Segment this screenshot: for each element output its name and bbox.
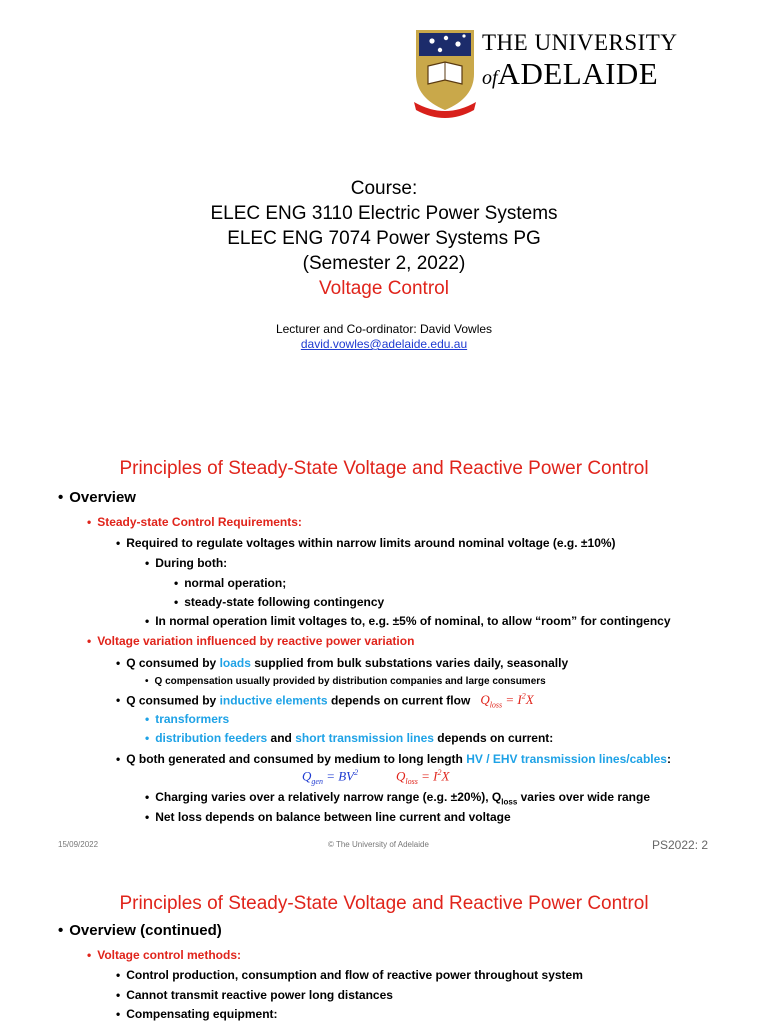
course-line-1: ELEC ENG 3110 Electric Power Systems	[210, 203, 558, 224]
logo-adelaide: ADELAIDE	[497, 56, 659, 91]
requirements-heading: • Steady-state Control Requirements:	[87, 515, 302, 529]
charging-item: • Charging varies over a relatively narrow range (e.g. ±20%), $Q_{loss}$ varies over wide range	[145, 790, 651, 807]
variation-heading: • Voltage variation influenced by reactive power variation	[87, 634, 415, 648]
qgen-equation: $Q_{gen} = BV^2$	[302, 768, 359, 786]
during-item: • During both:	[145, 556, 228, 570]
req-item-1: • Required to regulate voltages within narrow limits around nominal voltage (e.g. ±10%)	[116, 536, 616, 550]
method-item-2: • Cannot transmit reactive power long distances	[116, 988, 393, 1002]
limit-item: • In normal operation limit voltages to, e.g. ±5% of nominal, to allow “room” for contingency	[145, 614, 671, 628]
footer-date: 15/09/2022	[58, 840, 99, 849]
steady-item: • steady-state following contingency	[174, 595, 385, 609]
title-slide	[0, 0, 768, 432]
q-transmission-item: • Q both generated and consumed by medium to long length HV / EHV transmission lines/cables:	[116, 752, 671, 766]
crest-icon	[412, 26, 478, 118]
footer-copyright: © The University of Adelaide	[328, 840, 429, 849]
logo-university-text: THE UNIVERSITY	[482, 30, 678, 55]
course-title-block	[0, 176, 768, 301]
course-line-2: ELEC ENG 7074 Power Systems PG	[227, 228, 541, 249]
university-logo	[412, 26, 682, 121]
methods-heading: • Voltage control methods:	[87, 948, 241, 962]
page-number: PS2022: 2	[652, 838, 709, 852]
overview-heading: • Overview	[58, 489, 136, 506]
qloss-equation-2: $Q_{loss} = I^2X$	[396, 768, 450, 786]
overview-continued-heading: • Overview (continued)	[58, 922, 222, 939]
lecturer-line: Lecturer and Co-ordinator: David Vowles	[275, 322, 493, 336]
normal-item: • normal operation;	[174, 576, 287, 590]
logo-adelaide-text	[482, 56, 658, 92]
slide2-title: Principles of Steady-State Voltage and Reactive Power Control	[119, 458, 649, 479]
q-inductive-item: • Q consumed by inductive elements depends on current flow $Q_{loss} = I^2X$	[116, 692, 534, 710]
logo-of: of	[482, 67, 498, 89]
method-item-1: • Control production, consumption and flow of reactive power throughout system	[116, 968, 583, 982]
qloss-equation: $Q_{loss} = I^2X$	[480, 692, 534, 710]
feeders-item: • distribution feeders and short transmission lines depends on current:	[145, 731, 554, 745]
netloss-item: • Net loss depends on balance between line current and voltage	[145, 810, 511, 824]
q-loads-item: • Q consumed by loads supplied from bulk substations varies daily, seasonally	[116, 656, 569, 670]
email-link[interactable]: david.vowles@adelaide.edu.au	[300, 337, 468, 351]
course-label: Course:	[350, 178, 418, 199]
slide3-title: Principles of Steady-State Voltage and Reactive Power Control	[119, 893, 649, 914]
semester-label: (Semester 2, 2022)	[302, 253, 466, 274]
method-item-3: • Compensating equipment:	[116, 1007, 278, 1021]
topic-title: Voltage Control	[319, 278, 449, 299]
q-compensation-item: • Q compensation usually provided by distribution companies and large consumers	[145, 676, 546, 687]
transformers-item: • transformers	[145, 712, 230, 726]
